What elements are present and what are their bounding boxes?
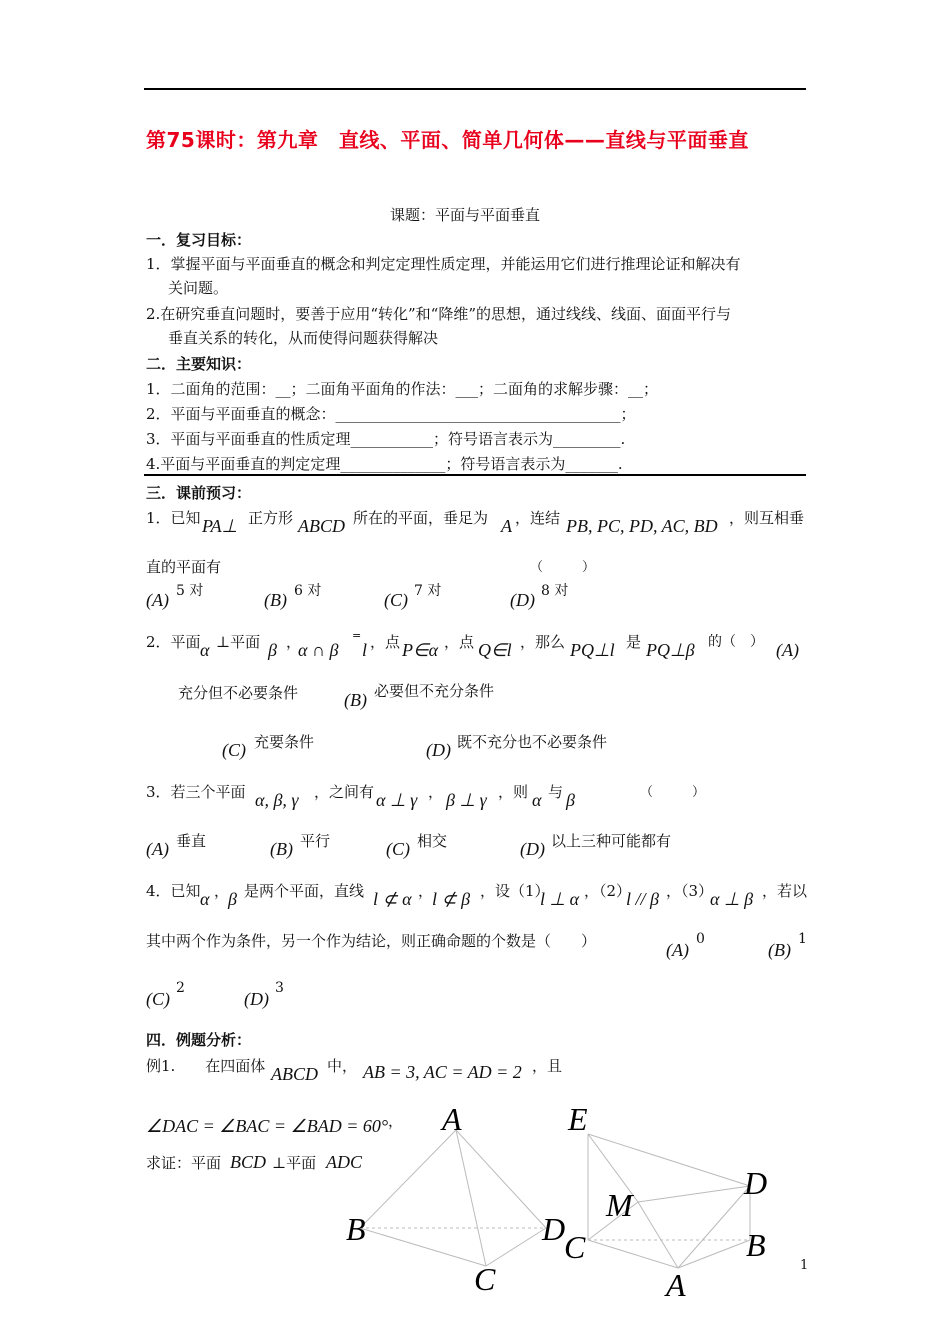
q2-math-alpha: α	[200, 640, 210, 660]
q2-option-d-value: 既不充分也不必要条件	[457, 733, 608, 751]
q2-text-7: 是	[626, 633, 642, 651]
q2-eq-sign: =	[352, 629, 362, 642]
goal-1-line-1: 1．掌握平面与平面垂直的概念和判定定理性质定理，并能运用它们进行推理论证和解决有	[146, 255, 741, 273]
q1-option-d-label: (D)	[510, 590, 535, 610]
goal-1-line-2: 关问题。	[168, 279, 229, 297]
q2-math-pq-perp-beta: PQ⊥β	[646, 640, 695, 660]
q3-option-d-label: (D)	[520, 839, 545, 859]
section-divider	[144, 474, 806, 476]
q2-math-q-in-l: Q∈l	[478, 640, 512, 660]
edge-ac	[456, 1130, 486, 1266]
q1-text-3: 所在的平面，垂足为	[353, 509, 489, 527]
q1-math-abcd: ABCD	[298, 516, 345, 536]
q1-text-5: ，则互相垂	[729, 509, 805, 527]
q2-text-1: 2．平面	[146, 633, 201, 651]
q4-option-d-value: 3	[275, 980, 284, 996]
fig2-label-a: A	[666, 1267, 686, 1300]
ex1-math-adc: ADC	[326, 1152, 362, 1172]
edge-ad	[678, 1186, 750, 1268]
knowledge-item-4: 4.平面与平面垂直的判定定理______________；符号语言表示为_______.	[146, 455, 623, 473]
q1-option-a-label: (A)	[146, 590, 169, 610]
q3-text-2: ，之间有	[314, 783, 375, 801]
q2-math-beta: β	[268, 640, 277, 660]
q3-option-c-value: 相交	[417, 832, 448, 850]
q2-option-d-label: (D)	[426, 740, 451, 760]
page-number: 1	[800, 1258, 809, 1273]
q3-text-1: 3．若三个平面	[146, 783, 246, 801]
q3-option-d-value: 以上三种可能都有	[551, 832, 672, 850]
q3-option-a-label: (A)	[146, 839, 169, 859]
figure-solid-emdcba	[560, 1100, 800, 1300]
q3-math-alpha-perp-gamma: α ⊥ γ	[376, 790, 418, 810]
q1-option-b-label: (B)	[264, 590, 287, 610]
top-rule	[144, 88, 806, 90]
page-title: 第75课时：第九章 直线、平面、简单几何体——直线与平面垂直	[146, 128, 749, 152]
ex1-text-5: 求证：平面	[146, 1154, 222, 1172]
section-heading-preview: 三．课前预习：	[146, 484, 252, 502]
q4-math-l-not-beta: l ⊄ β	[432, 889, 471, 909]
ex1-math-lengths: AB = 3, AC = AD = 2	[363, 1062, 522, 1082]
q1-option-c-value: 7 对	[414, 583, 442, 599]
edge-bc	[360, 1228, 486, 1266]
section-heading-examples: 四．例题分析：	[146, 1031, 252, 1049]
q2-option-c-label: (C)	[222, 740, 246, 760]
q4-text-3: 是两个平面，直线	[244, 882, 365, 900]
q4-option-c-label: (C)	[146, 989, 170, 1009]
q1-text-6: 直的平面有	[146, 558, 222, 576]
ex1-text-4: ，	[388, 1112, 404, 1130]
q1-answer-paren: （ ）	[530, 560, 596, 575]
q4-option-a-label: (A)	[666, 940, 689, 960]
q4-math-alpha: α	[200, 889, 210, 909]
q2-math-intersection: α ∩ β	[298, 640, 339, 660]
fig2-label-c: C	[564, 1229, 586, 1265]
ex1-text-2: 中，	[327, 1057, 358, 1075]
q4-text-2: ，	[214, 882, 230, 900]
q3-option-b-label: (B)	[270, 839, 293, 859]
q3-option-a-value: 垂直	[176, 832, 207, 850]
fig2-label-m: M	[606, 1187, 633, 1223]
fig2-label-d: D	[744, 1165, 768, 1201]
ex1-text-3: ，且	[532, 1057, 563, 1075]
q2-option-b-value: 必要但不充分条件	[374, 682, 495, 700]
edge-ad	[456, 1130, 546, 1228]
q4-math-l-parallel-beta: l // β	[626, 889, 659, 909]
q4-option-b-value: 1	[798, 931, 807, 947]
section-heading-review-goals: 一．复习目标：	[146, 231, 252, 249]
q3-option-c-label: (C)	[386, 839, 410, 859]
q4-math-l-perp-alpha: l ⊥ α	[540, 889, 580, 909]
q2-text-3: ，	[286, 633, 302, 651]
q1-math-pa-perp: PA⊥	[202, 516, 238, 536]
knowledge-item-1: 1．二面角的范围：__；二面角平面角的作法：___；二面角的求解步骤：__；	[146, 380, 659, 398]
q2-math-l: l	[362, 640, 368, 660]
edge-ab	[360, 1130, 456, 1228]
q3-math-planes: α, β, γ	[255, 790, 299, 810]
edge-ed	[588, 1134, 750, 1186]
q1-text-4: ，连结	[515, 509, 561, 527]
q2-text-8: 的（ ）	[708, 634, 764, 650]
q2-option-b-label: (B)	[344, 690, 367, 710]
fig2-label-e: E	[568, 1101, 588, 1137]
q2-text-4: ，点	[370, 633, 401, 651]
q1-math-lines: PB, PC, PD, AC, BD	[566, 516, 718, 536]
q3-answer-paren: （ ）	[640, 785, 706, 800]
q2-math-pq-perp-l: PQ⊥l	[570, 640, 615, 660]
ex1-math-abcd: ABCD	[271, 1064, 318, 1084]
ex1-text-1: 例1. 在四面体	[146, 1057, 266, 1075]
q4-math-alpha-perp-beta: α ⊥ β	[710, 889, 754, 909]
fig1-label-d: D	[542, 1211, 566, 1247]
fig1-label-c: C	[474, 1261, 496, 1297]
q2-text-5: ，点	[444, 633, 475, 651]
q1-text-2: 正方形	[248, 509, 294, 527]
q2-text-2: ⊥平面	[216, 633, 261, 651]
q4-option-d-label: (D)	[244, 989, 269, 1009]
section-heading-key-knowledge: 二．主要知识：	[146, 355, 252, 373]
ex1-math-angles: ∠DAC = ∠BAC = ∠BAD = 60°	[146, 1116, 389, 1136]
q4-option-b-label: (B)	[768, 940, 791, 960]
q3-math-beta-perp-gamma: β ⊥ γ	[446, 790, 487, 810]
q4-text-8: ，若以	[762, 882, 808, 900]
q4-option-c-value: 2	[176, 980, 185, 996]
q2-option-a-label: (A)	[776, 640, 799, 660]
q3-math-beta: β	[566, 790, 575, 810]
q4-text-4: ，	[418, 882, 434, 900]
knowledge-item-3: 3．平面与平面垂直的性质定理___________；符号语言表示为_________.	[146, 430, 626, 448]
edge-ma	[638, 1202, 678, 1268]
q3-option-b-value: 平行	[300, 832, 331, 850]
q2-text-6: ，那么	[520, 633, 566, 651]
q4-math-beta: β	[228, 889, 237, 909]
fig1-label-a: A	[442, 1101, 462, 1137]
fig1-label-b: B	[346, 1211, 366, 1247]
q3-text-5: 与	[548, 783, 564, 801]
edge-md	[638, 1186, 750, 1202]
goal-2-line-2: 垂直关系的转化，从而使得问题获得解决	[168, 329, 439, 347]
q2-math-p-in-alpha: P∈α	[402, 640, 439, 660]
q4-text-5: ，设（1）	[480, 882, 550, 900]
q4-option-a-value: 0	[696, 931, 705, 947]
knowledge-item-2: 2．平面与平面垂直的概念：______________________________________；	[146, 405, 636, 423]
q1-option-d-value: 8 对	[541, 583, 569, 599]
ex1-text-6: ⊥平面	[272, 1154, 317, 1172]
q3-text-3: ，	[428, 783, 444, 801]
q3-math-alpha: α	[532, 790, 542, 810]
q2-option-a-value: 充分但不必要条件	[178, 684, 299, 702]
fig2-label-b: B	[746, 1227, 766, 1263]
q4-text-6: ，（2）	[584, 882, 632, 900]
q1-option-a-value: 5 对	[176, 583, 204, 599]
lesson-subtitle: 课题：平面与平面垂直	[390, 206, 541, 224]
edge-ca	[588, 1240, 678, 1268]
edge-ab	[678, 1240, 750, 1268]
q4-text-7: ，（3）	[666, 882, 714, 900]
q1-option-b-value: 6 对	[294, 583, 322, 599]
q1-math-a: A	[501, 516, 512, 536]
q1-text-1: 1．已知	[146, 509, 201, 527]
q3-text-4: ，则	[498, 783, 529, 801]
q4-text-9: 其中两个作为条件，另一个作为结论，则正确命题的个数是（ ）	[146, 932, 597, 950]
q2-option-c-value: 充要条件	[254, 733, 315, 751]
q1-option-c-label: (C)	[384, 590, 408, 610]
ex1-math-bcd: BCD	[230, 1152, 266, 1172]
goal-2-line-1: 2.在研究垂直问题时，要善于应用“转化”和“降维”的思想，通过线线、线面、面面平行与	[146, 305, 731, 323]
q4-math-l-not-alpha: l ⊄ α	[373, 889, 412, 909]
q4-text-1: 4．已知	[146, 882, 201, 900]
